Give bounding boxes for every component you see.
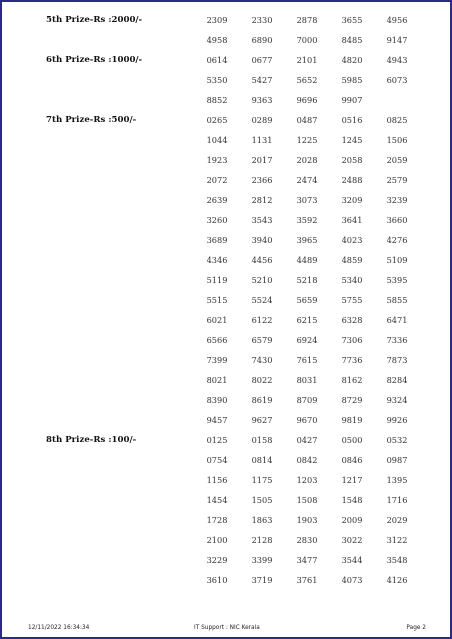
winning-number: 0487	[296, 115, 318, 125]
winning-number: 4126	[386, 575, 408, 585]
winning-number: 3399	[251, 555, 273, 565]
winning-number: 4956	[386, 15, 408, 25]
winning-number: 5395	[386, 275, 408, 285]
winning-number: 2059	[386, 155, 408, 165]
winning-number: 0125	[206, 435, 228, 445]
winning-number: 5652	[296, 75, 318, 85]
winning-number: 5109	[386, 255, 408, 265]
winning-number: 8031	[296, 375, 318, 385]
winning-number: 4489	[296, 255, 318, 265]
winning-number: 6566	[206, 335, 228, 345]
winning-number: 3260	[206, 215, 228, 225]
number-row	[2, 510, 450, 530]
winning-number: 2474	[296, 175, 318, 185]
winning-number: 4958	[206, 35, 228, 45]
winning-number: 5524	[251, 295, 273, 305]
winning-number: 8390	[206, 395, 228, 405]
number-row	[2, 390, 450, 410]
number-row	[2, 250, 450, 270]
winning-number: 8709	[296, 395, 318, 405]
winning-number: 0500	[341, 435, 363, 445]
number-row	[2, 110, 450, 130]
winning-number: 1508	[296, 495, 318, 505]
winning-number: 8729	[341, 395, 363, 405]
winning-number: 5855	[386, 295, 408, 305]
winning-number: 9670	[296, 415, 318, 425]
winning-number: 7336	[386, 335, 408, 345]
winning-number: 3548	[386, 555, 408, 565]
winning-number: 7615	[296, 355, 318, 365]
prize-sections	[2, 10, 450, 590]
winning-number: 1454	[206, 495, 228, 505]
prize-label: 8th Prize-Rs :100/-	[46, 435, 137, 445]
winning-number: 5985	[341, 75, 363, 85]
winning-number: 5659	[296, 295, 318, 305]
winning-number: 1131	[251, 135, 273, 145]
winning-number: 2017	[251, 155, 273, 165]
number-row	[2, 410, 450, 430]
number-row	[2, 150, 450, 170]
winning-number: 0516	[341, 115, 363, 125]
winning-number: 3073	[296, 195, 318, 205]
winning-number: 0289	[251, 115, 273, 125]
winning-number: 0754	[206, 455, 228, 465]
winning-number: 0814	[251, 455, 273, 465]
number-row	[2, 350, 450, 370]
winning-number: 8284	[386, 375, 408, 385]
number-row	[2, 330, 450, 350]
number-row	[2, 170, 450, 190]
winning-number: 6890	[251, 35, 273, 45]
winning-number: 0614	[206, 55, 228, 65]
footer-page-number: Page 2	[406, 625, 426, 631]
winning-number: 0846	[341, 455, 363, 465]
prize-section	[2, 10, 450, 50]
winning-number: 1863	[251, 515, 273, 525]
winning-number: 0158	[251, 435, 273, 445]
winning-number: 2309	[206, 15, 228, 25]
winning-number: 2100	[206, 535, 228, 545]
winning-number: 4346	[206, 255, 228, 265]
winning-number: 9147	[386, 35, 408, 45]
winning-number: 6215	[296, 315, 318, 325]
winning-number: 3965	[296, 235, 318, 245]
number-row	[2, 490, 450, 510]
number-row	[2, 190, 450, 210]
winning-number: 1203	[296, 475, 318, 485]
winning-number: 0532	[386, 435, 408, 445]
page-footer	[2, 620, 450, 636]
winning-number: 2366	[251, 175, 273, 185]
winning-number: 0677	[251, 55, 273, 65]
winning-number: 2028	[296, 155, 318, 165]
winning-number: 1548	[341, 495, 363, 505]
prize-label: 5th Prize-Rs :2000/-	[46, 15, 143, 25]
number-row	[2, 270, 450, 290]
winning-number: 1395	[386, 475, 408, 485]
winning-number: 9627	[251, 415, 273, 425]
winning-number: 4943	[386, 55, 408, 65]
winning-number: 0427	[296, 435, 318, 445]
winning-number: 2072	[206, 175, 228, 185]
number-row	[2, 30, 450, 50]
winning-number: 6021	[206, 315, 228, 325]
winning-number: 9819	[341, 415, 363, 425]
winning-number: 4073	[341, 575, 363, 585]
winning-number: 8485	[341, 35, 363, 45]
winning-number: 9926	[386, 415, 408, 425]
winning-number: 0842	[296, 455, 318, 465]
winning-number: 8162	[341, 375, 363, 385]
winning-number: 2579	[386, 175, 408, 185]
winning-number: 3239	[386, 195, 408, 205]
winning-number: 1923	[206, 155, 228, 165]
winning-number: 7306	[341, 335, 363, 345]
winning-number: 5218	[296, 275, 318, 285]
winning-number: 3660	[386, 215, 408, 225]
winning-number: 6073	[386, 75, 408, 85]
winning-number: 3719	[251, 575, 273, 585]
number-row	[2, 550, 450, 570]
winning-number: 9696	[296, 95, 318, 105]
winning-number: 5210	[251, 275, 273, 285]
number-row	[2, 210, 450, 230]
winning-number: 6471	[386, 315, 408, 325]
winning-number: 1225	[296, 135, 318, 145]
prize-section	[2, 50, 450, 110]
number-row	[2, 90, 450, 110]
winning-number: 7873	[386, 355, 408, 365]
number-row	[2, 570, 450, 590]
winning-number: 4456	[251, 255, 273, 265]
winning-number: 4859	[341, 255, 363, 265]
winning-number: 2029	[386, 515, 408, 525]
winning-number: 3940	[251, 235, 273, 245]
winning-number: 9324	[386, 395, 408, 405]
winning-number: 0987	[386, 455, 408, 465]
winning-number: 2330	[251, 15, 273, 25]
winning-number: 6328	[341, 315, 363, 325]
winning-number: 2009	[341, 515, 363, 525]
winning-number: 4023	[341, 235, 363, 245]
number-row	[2, 470, 450, 490]
winning-number: 8022	[251, 375, 273, 385]
winning-number: 5515	[206, 295, 228, 305]
winning-number: 3543	[251, 215, 273, 225]
winning-number: 3229	[206, 555, 228, 565]
winning-number: 4820	[341, 55, 363, 65]
winning-number: 5350	[206, 75, 228, 85]
number-row	[2, 130, 450, 150]
winning-number: 6122	[251, 315, 273, 325]
winning-number: 1506	[386, 135, 408, 145]
number-row	[2, 70, 450, 90]
winning-number: 3544	[341, 555, 363, 565]
winning-number: 8619	[251, 395, 273, 405]
number-row	[2, 530, 450, 550]
winning-number: 1175	[251, 475, 273, 485]
winning-number: 5427	[251, 75, 273, 85]
winning-number: 3209	[341, 195, 363, 205]
footer-datetime: 12/11/2022 16:34:34	[28, 625, 90, 631]
prize-section	[2, 430, 450, 590]
number-row	[2, 10, 450, 30]
winning-number: 2058	[341, 155, 363, 165]
prize-label: 6th Prize-Rs :1000/-	[46, 55, 143, 65]
winning-number: 6924	[296, 335, 318, 345]
winning-number: 0825	[386, 115, 408, 125]
winning-number: 5119	[206, 275, 228, 285]
winning-number: 5340	[341, 275, 363, 285]
number-row	[2, 370, 450, 390]
winning-number: 3477	[296, 555, 318, 565]
winning-number: 1505	[251, 495, 273, 505]
winning-number: 9363	[251, 95, 273, 105]
winning-number: 1245	[341, 135, 363, 145]
number-row	[2, 310, 450, 330]
winning-number: 3610	[206, 575, 228, 585]
winning-number: 4276	[386, 235, 408, 245]
winning-number: 7399	[206, 355, 228, 365]
winning-number: 2101	[296, 55, 318, 65]
prize-label: 7th Prize-Rs :500/-	[46, 115, 137, 125]
winning-number: 9457	[206, 415, 228, 425]
winning-number: 2812	[251, 195, 273, 205]
winning-number: 1728	[206, 515, 228, 525]
number-row	[2, 230, 450, 250]
winning-number: 3761	[296, 575, 318, 585]
number-row	[2, 50, 450, 70]
winning-number: 3689	[206, 235, 228, 245]
winning-number: 1156	[206, 475, 228, 485]
winning-number: 2488	[341, 175, 363, 185]
winning-number: 1716	[386, 495, 408, 505]
winning-number: 2639	[206, 195, 228, 205]
number-row	[2, 290, 450, 310]
winning-number: 3022	[341, 535, 363, 545]
winning-number: 2128	[251, 535, 273, 545]
winning-number: 3655	[341, 15, 363, 25]
winning-number: 3122	[386, 535, 408, 545]
prize-section	[2, 110, 450, 430]
winning-number: 3641	[341, 215, 363, 225]
winning-number: 7736	[341, 355, 363, 365]
winning-number: 1903	[296, 515, 318, 525]
winning-number: 2878	[296, 15, 318, 25]
winning-number: 9907	[341, 95, 363, 105]
winning-number: 1217	[341, 475, 363, 485]
winning-number: 3592	[296, 215, 318, 225]
number-row	[2, 430, 450, 450]
winning-number: 2830	[296, 535, 318, 545]
number-row	[2, 450, 450, 470]
winning-number: 6579	[251, 335, 273, 345]
winning-number: 7430	[251, 355, 273, 365]
winning-number: 7000	[296, 35, 318, 45]
winning-number: 8852	[206, 95, 228, 105]
winning-number: 8021	[206, 375, 228, 385]
winning-number: 5755	[341, 295, 363, 305]
footer-support: IT Support : NIC Kerala	[194, 625, 260, 631]
winning-number: 1044	[206, 135, 228, 145]
winning-number: 0265	[206, 115, 228, 125]
